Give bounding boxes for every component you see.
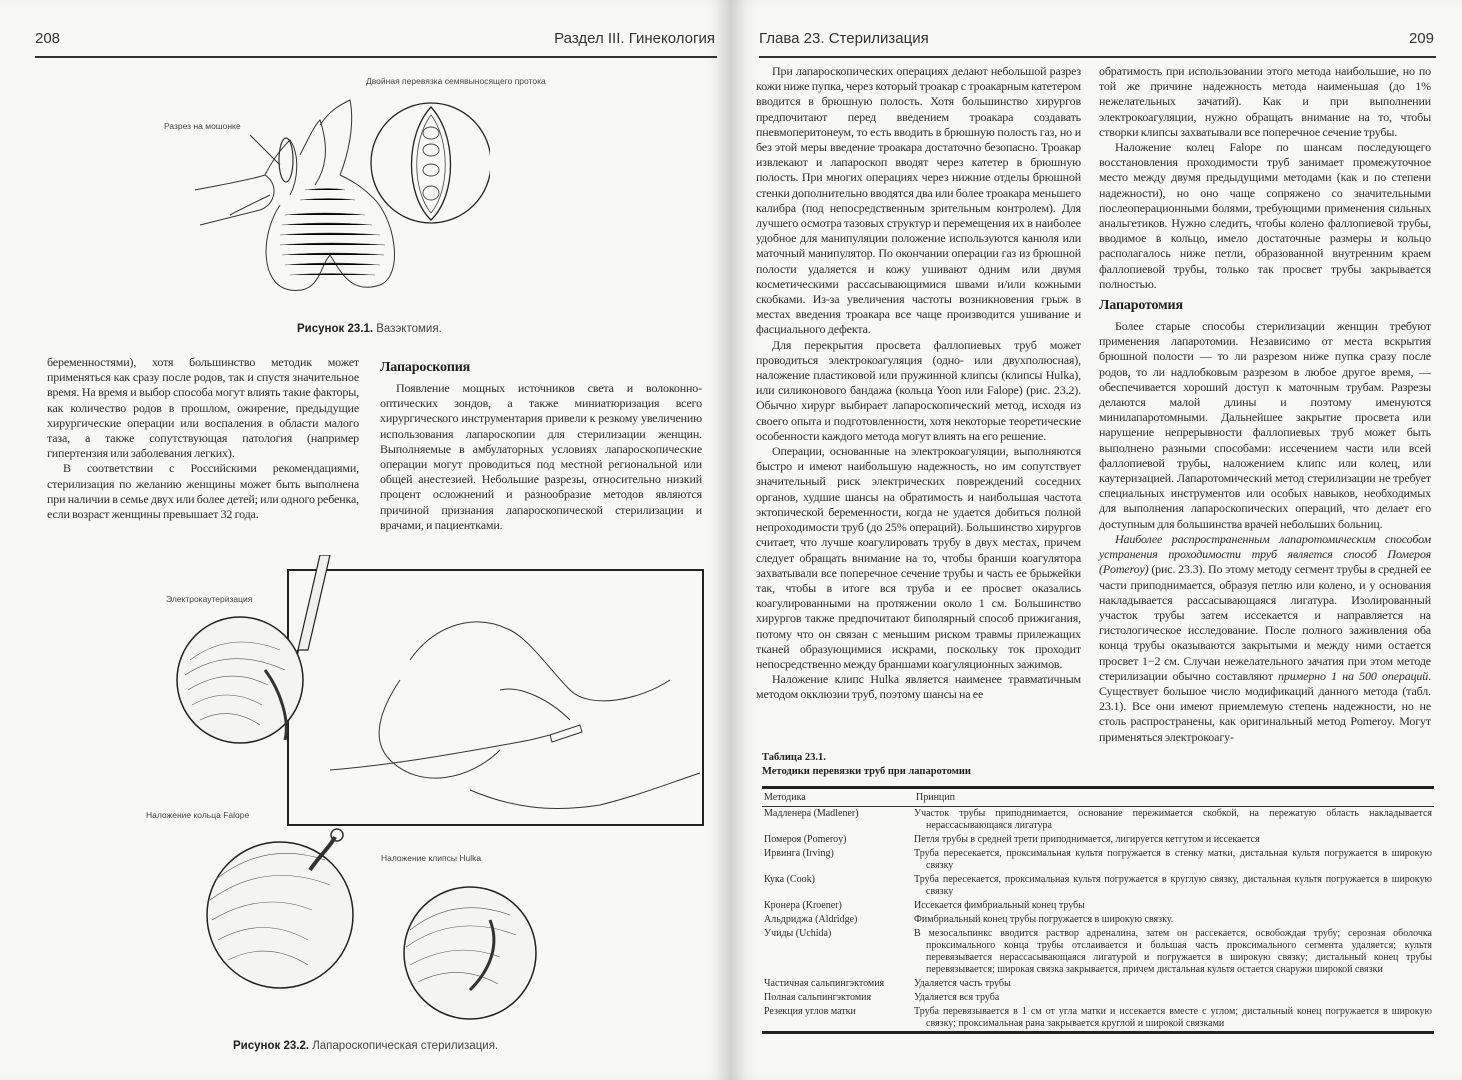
italic-mid: примерно 1 на 500 операций (1278, 668, 1429, 683)
text-run: . Существует большое число модификаций данного метода (табл. 23.1). Все они имеют приемлемую степень надежности, но не столь распространены, как оригинальный метод Pomeroy. Могут применяться электрокоагу- (1099, 668, 1431, 744)
page-number-right: 209 (1408, 30, 1434, 47)
paragraph: Для перекрытия просвета фаллопиевых труб может проводиться электрокоагуляция (одно- или двухполюсная), наложение пластиковой или пружинной клипсы (клипсы Hulka), или силиконового бандажа (кольца Yoon или Falope) (рис. 23.2). Обычно хирург выбирает лапароскопический метод, исходя из своего опыта и подготовленности, хотя некоторые теоретические особенности каждого метода могут влиять на его решение. (756, 337, 1081, 443)
table-row (762, 1005, 1434, 1033)
text-run: (рис. 23.3). По этому методу сегмент трубы в средней ее части приподнимается, образуя петлю или колено, и у основания накладывается рассасывающаяся лигатура. Изолированный участок трубы затем иссекается и направляется на гистологическое исследование. После полного заживления оба конца трубы оказываются закрытыми и между ними остается просвет 1−2 см. Случаи нежелательного зачатия при этом методе стерилизации обычно составляют (1099, 562, 1431, 683)
principle-cell (914, 977, 1434, 991)
figure-caption-23-2 (233, 1040, 498, 1052)
method-cell: Альдриджа (Aldridge) (764, 914, 858, 925)
table-row (762, 977, 1434, 991)
principle-cell (914, 927, 1434, 977)
left-column-1 (47, 355, 359, 522)
method-cell: Резекция углов матки (764, 1006, 856, 1017)
principle-cell (914, 833, 1434, 847)
figure-label-falope-ring: Наложение кольца Falope (146, 810, 250, 820)
method-cell: Ирвинга (Irving) (764, 848, 834, 859)
paragraph: При лапароскопических операциях делают небольшой разрез кожи ниже пупка, через который троакар с троакарным катетером вводится в брюшную полость. Хотя большинство хирургов предпочитают перед введением троакара создавать пневмоперитонеум, то есть вводить в брюшную полость газ, но и без этой меры введение троакара достаточно безопасно. Троакар извлекают и лапароскоп вводят через катетер в брюшную полость. При многих операциях через нижние отделы брюшной стенки дополнительно вводятся два или более троакара меньшего калибра (под непосредственным зрительным контролем). Для лучшего осмотра тазовых структур и перемещения их в наиболее удобное для манипуляции положение используются канюля или маточный манипулятор. По окончании операции газ из брюшной полости удаляется и кожу ушивают одним или двумя косметическими рассасывающимися швами и/или кожными скобками. Из-за увеличения частоты возникновения грыж в местах введения троакара все чаще производится ушивание и фасциального дефекта. (756, 64, 1081, 337)
figure-number: Рисунок 23.1. (297, 323, 374, 335)
principle-cell (914, 873, 1434, 899)
method-cell: Кука (Cook) (764, 874, 815, 885)
method-cell: Полная сальпингэктомия (764, 992, 872, 1003)
principle-text: Удаляется часть трубы (914, 978, 1011, 989)
table-row (762, 833, 1434, 847)
figure-label-double-ligation: Двойная перевязка семявыносящего протока (366, 76, 546, 86)
principle-text: Петля трубы в средней трети приподнимается, лигируется кетгутом и иссекается (914, 834, 1260, 845)
table-row (762, 807, 1434, 834)
paragraph: В соответствии с Российскими рекомендациями, стерилизация по желанию женщины может быть выполнена при наличии в семье двух или более детей; или одного ребенка, если возраст женщины превышает 32 года. (47, 461, 359, 522)
section-heading-laparotomy: Лапаротомия (1099, 298, 1183, 314)
table-row (762, 913, 1434, 927)
paragraph-pomeroy (1099, 532, 1431, 745)
method-cell: Кронера (Kroener) (764, 900, 842, 911)
table-header-row (762, 788, 1434, 807)
figure-caption-text: Лапароскопическая стерилизация. (312, 1040, 499, 1052)
italic-lead: Наиболее распространенным лапаротомическим способом устранения проходимости труб является способ Помероя (Pomeroy) (1099, 531, 1431, 577)
principle-cell (914, 847, 1434, 873)
principle-text: В мезосальпинкс вводится раствор адреналина, затем он рассекается, освобождая трубу; серозная оболочка проксимального конца трубы отслаивается и большая часть проксимального сегмента удаляется; культя перевязывается нерассасывающаяся лигатурой и погружается в широкую связку; дистальный конец трубы перевязывается; широкая связка закрывается, причем дистальная культя остается снаружи широкой связки (914, 928, 1432, 975)
principle-cell (914, 899, 1434, 913)
principle-text: Труба перевязывается в 1 см от угла матки и иссекается вместе с углом; дистальный конец погружается в широкую связку; проксимальная рана закрывается круглой и широкой связками (914, 1006, 1432, 1029)
running-head-right: Глава 23. Стерилизация (759, 30, 929, 47)
method-cell: Частичная сальпингэктомия (764, 978, 885, 989)
paragraph: Более старые способы стерилизации женщин требуют применения лапаротомии. Независимо от места вскрытия брюшной полости — то ли разрезом ниже пупка сразу после родов, то ли надлобковым разрезом в любое другое время, — обеспечивается хороший доступ к маточным трубам. Разрезы делаются малой длины и поэтому именуются минилапаротомными. Дальнейшее закрытие просвета или нарушение непрерывности фаллопиевых труб может быть выполнено разными способами: иссечением части или всей фаллопиевой трубы, наложением клипс или колец, или каутеризацией. Лапаротомический метод стерилизации не требует специальных инструментов или особых навыков, необходимых для выполнения лапароскопических операций, что делает его доступным для большинства врачей небольших больниц. (1099, 319, 1431, 531)
paragraph: Наложение колец Falope по шансам последующего восстановления проходимости труб занимает промежуточное место между двумя предыдущими методами (как и по степени надежности), но оно чаще сопряжено со значительными послеоперационными болями, требующими применения сильных анальгетиков. Нужно следить, чтобы колено фаллопиевой трубы, вводимое в кольцо, имело достаточные размеры и кольцо располагалось ниже петли, образованной внутренним краем фаллопиевой трубы, только так просвет трубы закрывается полностью. (1099, 140, 1431, 291)
methods-table (762, 786, 1434, 1034)
paragraph: беременностями), хотя большинство методик может применяться как сразу после родов, так и спустя значительное время. На время и выбор способа могут влиять такие факторы, как количество родов в прошлом, ожирение, предыдущие хирургические операции или воспаления в области малого таза, а также сопутствующая патология (например гипертензия или заболевания легких). (47, 355, 359, 461)
paragraph: Появление мощных источников света и волоконно-оптических зондов, а также миниатюризация всего хирургического инструментария привели к резкому увеличению использования лапароскопии для стерилизации женщин. Выполняемые в амбулаторных условиях лапароскопические операции могут проводиться под местной региональной или общей анестезией. Небольшие разрезы, относительно низкий процент осложнений и разнообразие методов являются причиной признания лапароскопической стерилизации и врачами, и пациентками. (380, 381, 702, 532)
table-row (762, 873, 1434, 899)
method-cell: Помероя (Pomeroy) (764, 834, 847, 845)
section-heading-laparoscopy: Лапароскопия (380, 360, 471, 375)
principle-text: Труба пересекается, проксимальная культя погружается в стенку матки, дистальная культя погружается в широкую связку (914, 848, 1432, 871)
paragraph: Операции, основанные на электрокоагуляции, выполняются быстро и имеют наибольшую надежность, но им сопутствует значительный риск электрических повреждений соседних органов, худшие шансы на обратимость и наибольшая частота эктопической беременности, когда не удается добиться полной непроходимости труб (до 25% операций). Большинство хирургов считает, что лучше коагулировать трубу в двух местах, причем следует обращать внимание на то, чтобы бранши коагулятора захватывали все поперечное сечение трубы и часть ее брыжейки так, чтобы в итоге вся труба и ее просвет оказались коагулированными на протяжении около 1 см. Большинство хирургов также предпочитают биполярный способ прижигания, потому что он связан с меньшим риском травмы прилежащих тканей образующимися искрами, поскольку ток проходит непосредственно между браншами коагуляционных зажимов. (756, 444, 1081, 671)
paragraph: обратимость при использовании этого метода наибольшие, но по той же причине надежность метода наименьшая (до 1% нежелательных зачатий). Как и при выполнении электрокоагуляции, нужно обращать внимание на то, чтобы створки клипсы захватывали все поперечное сечение трубы. (1099, 64, 1431, 139)
page-number-left: 208 (35, 30, 61, 47)
principle-cell (914, 1005, 1434, 1033)
principle-cell (914, 913, 1434, 927)
column-header-method: Методика (762, 788, 914, 807)
paragraph: Наложение клипс Hulka является наименее травматичным методом окклюзии труб, поэтому шансы на ее (756, 672, 1081, 702)
figure-label-hulka-clip: Наложение клипсы Hulka (381, 853, 482, 863)
principle-text: Фимбриальный конец трубы погружается в широкую связку. (914, 914, 1174, 925)
principle-text: Удаляется вся труба (914, 992, 1000, 1003)
table-body (762, 807, 1434, 1033)
right-column-1 (756, 64, 1081, 703)
table-number: Таблица 23.1. (762, 752, 826, 763)
column-header-principle: Принцип (914, 788, 1434, 807)
figure-caption-text: Вазэктомия. (376, 323, 442, 335)
right-column-2 (1099, 64, 1431, 745)
laparoscopic-sterilization-illustration (170, 555, 730, 1025)
figure-caption-23-1 (297, 323, 442, 335)
left-column-2 (380, 354, 702, 533)
principle-cell (914, 991, 1434, 1005)
table-row (762, 899, 1434, 913)
table-title-block (762, 751, 971, 779)
principle-cell (914, 807, 1434, 834)
table-title: Методики перевязки труб при лапаротомии (762, 766, 971, 777)
vasectomy-illustration (190, 95, 490, 295)
table-row (762, 991, 1434, 1005)
header-rule (759, 56, 1436, 58)
table-row (762, 847, 1434, 873)
principle-text: Иссекается фимбриальный конец трубы (914, 900, 1085, 911)
figure-label-scrotal-incision: Разрез на мошонке (164, 121, 241, 131)
principle-text: Участок трубы приподнимается, основание пережимается скобкой, на пережатую область накладывается нерассасывающаяся лигатура (914, 808, 1432, 831)
principle-text: Труба пересекается, проксимальная культя погружается в круглую связку, дистальная культя погружается в широкую связку (914, 874, 1432, 897)
figure-label-electrocautery: Электрокаутеризация (166, 594, 253, 604)
table-row (762, 927, 1434, 977)
method-cell: Учиды (Uchida) (764, 928, 832, 939)
method-cell: Мадленера (Madlener) (764, 808, 859, 819)
running-head-left: Раздел III. Гинекология (554, 30, 715, 47)
header-rule (35, 56, 717, 58)
figure-number: Рисунок 23.2. (233, 1040, 310, 1052)
